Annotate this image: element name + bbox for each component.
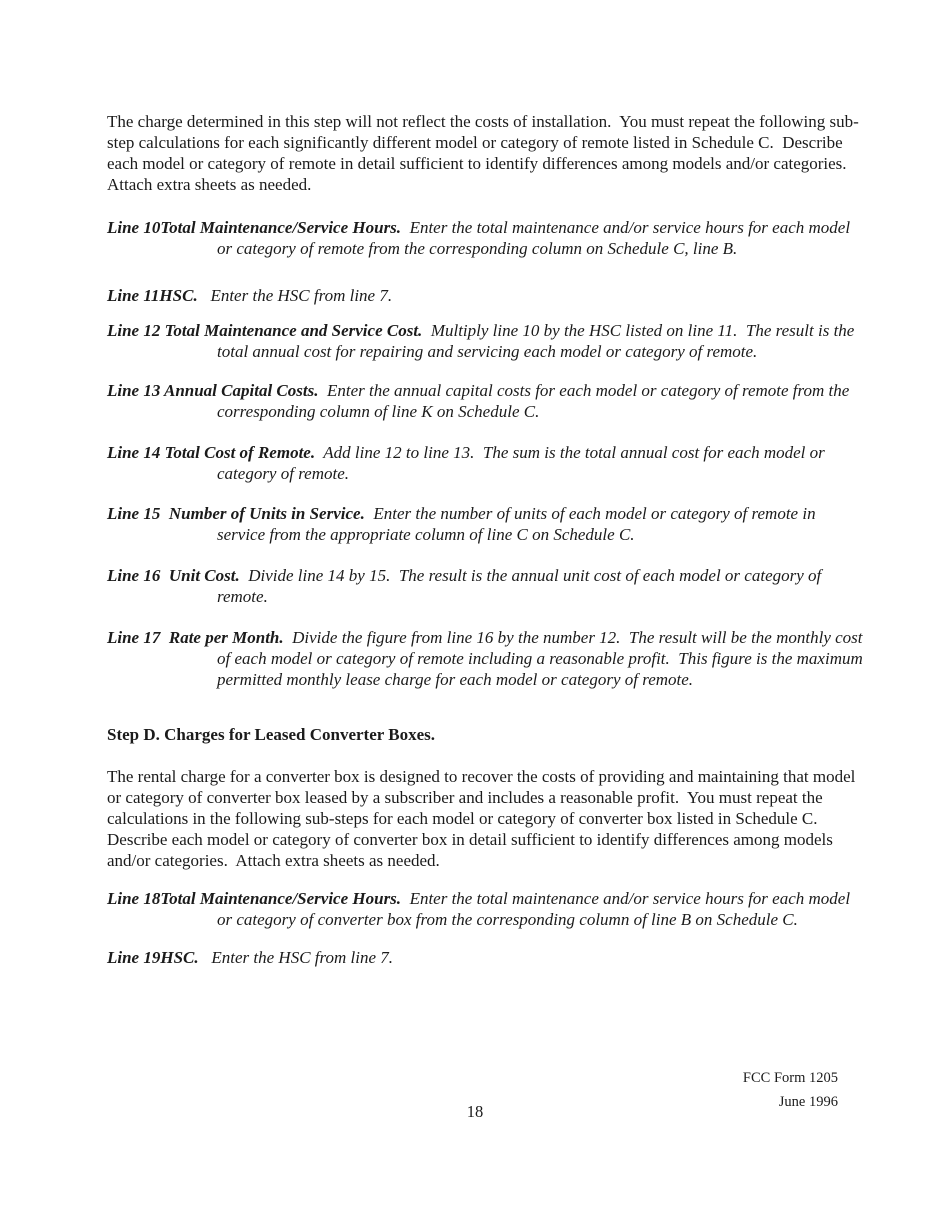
line-item-text: Enter the HSC from line 7. xyxy=(197,286,393,305)
line-item-title: HSC. xyxy=(160,948,199,967)
line-item-13 xyxy=(107,380,864,422)
line-item-title: Number of Units in Service. xyxy=(160,504,365,523)
line-item-14 xyxy=(107,442,864,484)
step-d-heading: Step D. Charges for Leased Converter Boxes. xyxy=(107,725,435,744)
line-item-text: Multiply line 10 by the HSC listed on line 11. The result is the total annual cost for repairing and servicing each model or category of remote. xyxy=(217,321,859,361)
intro-paragraph: The charge determined in this step will not reflect the costs of installation. You must repeat the following sub-step calculations for each significantly different model or category of remote listed in Schedule C. Describe each model or category of remote in detail sufficient to identify differences among models and/or categories. Attach extra sheets as needed. xyxy=(107,112,859,194)
line-item-15 xyxy=(107,503,864,545)
step-d-paragraph: The rental charge for a converter box is designed to recover the costs of providing and maintaining that model or category of converter box leased by a subscriber and includes a reasonable profit. You must repeat the calculations in the following sub-steps for each model or category of converter box listed in Schedule C. Describe each model or category of converter box in detail sufficient to identify differences among models and/or categories. Attach extra sheets as needed. xyxy=(107,767,860,870)
line-item-label: Line 16 xyxy=(107,566,161,585)
line-item-10 xyxy=(107,217,864,259)
footer-form-name: FCC Form 1205 xyxy=(742,1070,838,1086)
line-item-16 xyxy=(107,565,864,607)
line-item-text: Add line 12 to line 13. The sum is the total annual cost for each model or category of remote. xyxy=(217,443,830,483)
line-item-17 xyxy=(107,627,868,690)
line-item-text: Enter the annual capital costs for each model or category of remote from the corresponding column of line K on Schedule C. xyxy=(217,381,854,421)
line-item-label: Line 17 xyxy=(107,628,161,647)
line-item-text: Enter the total maintenance and/or service hours for each model or category of remote from the corresponding column on Schedule C, line B. xyxy=(217,218,855,258)
footer-date: June 1996 xyxy=(778,1094,838,1110)
line-item-11 xyxy=(107,285,864,306)
line-item-label: Line 18 xyxy=(107,889,161,908)
line-item-title: Annual Capital Costs. xyxy=(160,381,319,400)
line-item-label: Line 12 xyxy=(107,321,161,340)
line-item-text: Enter the number of units of each model or category of remote in service from the appropriate column of line C on Schedule C. xyxy=(217,504,820,544)
line-item-title: HSC. xyxy=(159,286,198,305)
page-footer xyxy=(743,1066,838,1114)
page-body xyxy=(107,111,868,968)
line-item-12 xyxy=(107,320,864,362)
line-item-title: Total Cost of Remote. xyxy=(160,443,316,462)
line-item-19 xyxy=(107,947,864,968)
line-item-label: Line 11 xyxy=(107,286,160,305)
line-item-label: Line 13 xyxy=(107,381,161,400)
line-item-text: Divide line 14 by 15. The result is the annual unit cost of each model or category of remote. xyxy=(217,566,826,606)
line-item-title: Unit Cost. xyxy=(160,566,240,585)
line-item-label: Line 15 xyxy=(107,504,161,523)
line-item-text: Enter the HSC from line 7. xyxy=(198,948,394,967)
line-item-title: Total Maintenance/Service Hours. xyxy=(160,889,402,908)
line-item-label: Line 19 xyxy=(107,948,161,967)
line-item-label: Line 14 xyxy=(107,443,161,462)
line-item-title: Total Maintenance and Service Cost. xyxy=(160,321,423,340)
line-item-text: Divide the figure from line 16 by the number 12. The result will be the monthly cost of each model or category of remote including a reasonable profit. This figure is the maximum permitted monthly lease charge for each model or category of remote. xyxy=(217,628,868,689)
line-item-title: Rate per Month. xyxy=(160,628,284,647)
page-number: 18 xyxy=(466,1102,484,1121)
line-item-text: Enter the total maintenance and/or service hours for each model or category of converter box from the corresponding column of line B on Schedule C. xyxy=(217,889,855,929)
line-item-18 xyxy=(107,888,864,930)
line-item-title: Total Maintenance/Service Hours. xyxy=(160,218,402,237)
line-item-label: Line 10 xyxy=(107,218,161,237)
